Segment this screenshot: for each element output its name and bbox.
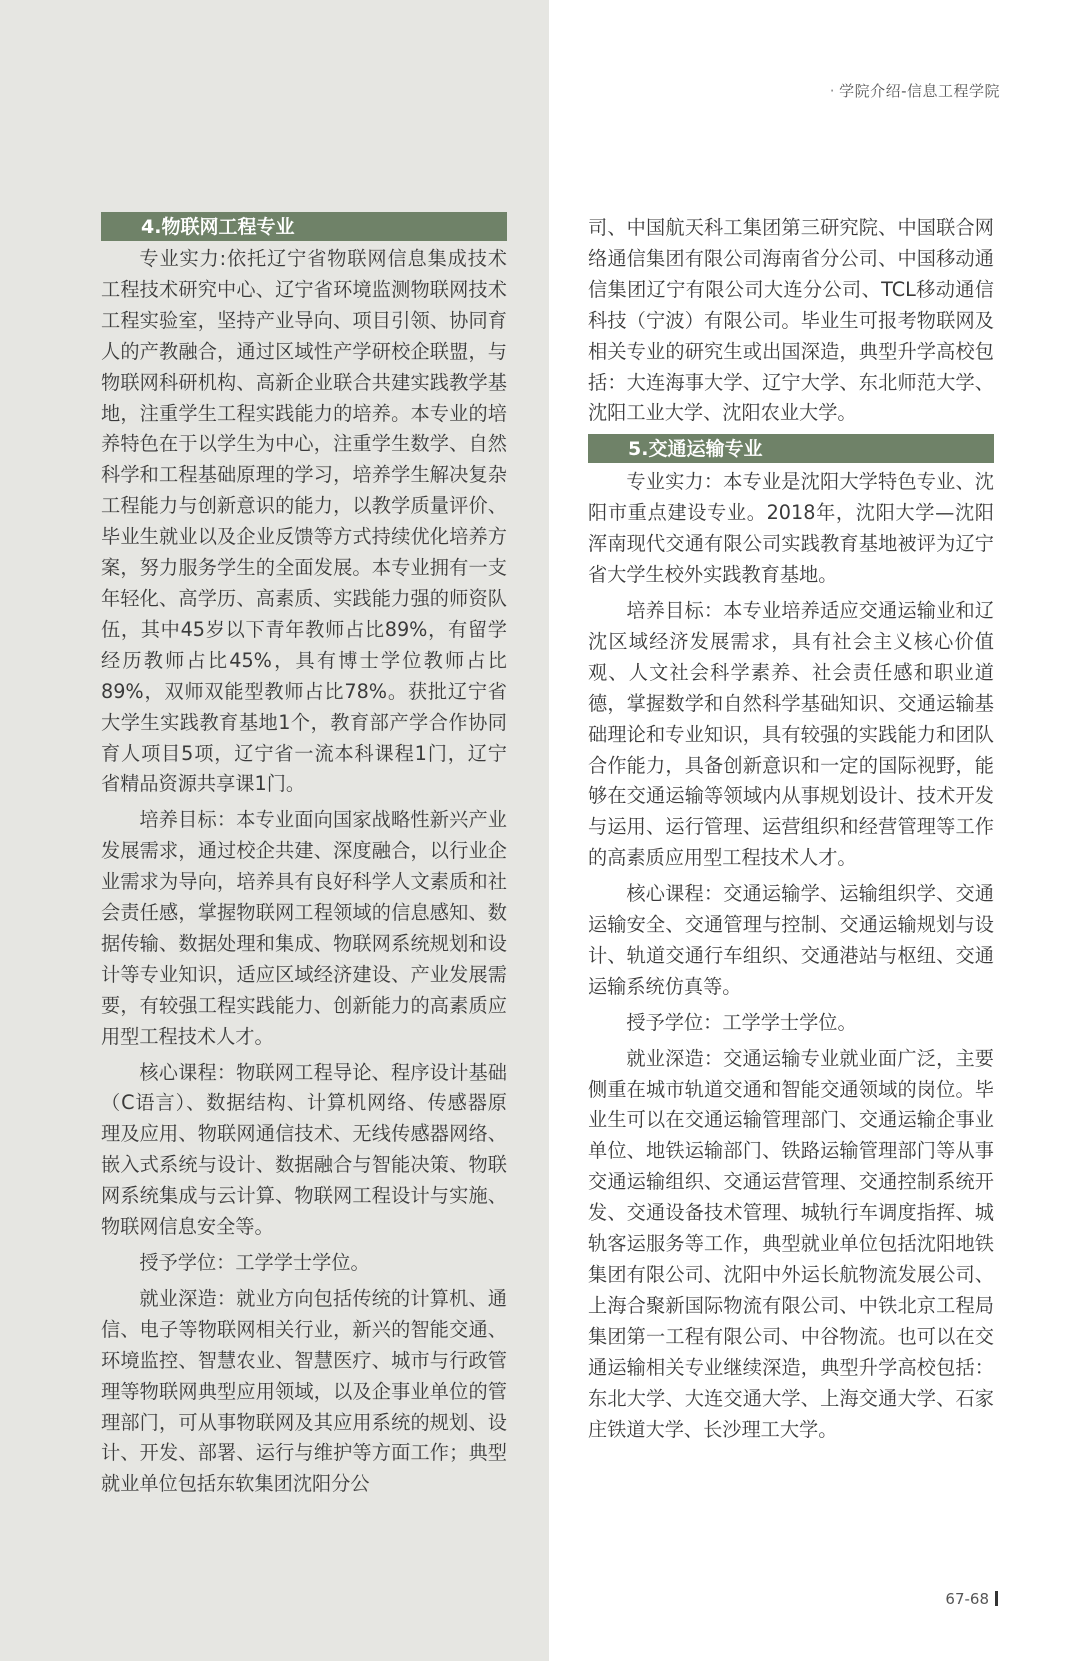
section-heading-iot: 4.物联网工程专业	[101, 212, 507, 241]
paragraph-strength: 专业实力：本专业是沈阳大学特色专业、沈阳市重点建设专业。2018年，沈阳大学—沈阳浑南现代交通有限公司实践教育基地被评为辽宁省大学生校外实践教育基地。	[588, 470, 994, 587]
left-column	[101, 212, 507, 1505]
paragraph-degree: 授予学位：工学学士学位。	[139, 1251, 370, 1274]
paragraph-core-courses: 核心课程：交通运输学、运输组织学、交通运输安全、交通管理与控制、交通运输规划与设计、轨道交通行车组织、交通港站与枢纽、交通运输系统仿真等。	[588, 882, 994, 998]
right-column	[588, 213, 994, 1450]
paragraph-employment-continued: 司、中国航天科工集团第三研究院、中国联合网络通信集团有限公司海南省分公司、中国移动通信集团辽宁有限公司大连分公司、TCL移动通信科技（宁波）有限公司。毕业生可报考物联网及相关专业的研究生或出国深造，典型升学高校包括：大连海事大学、辽宁大学、东北师范大学、沈阳工业大学、沈阳农业大学。	[588, 216, 994, 425]
paragraph-employment: 就业深造：就业方向包括传统的计算机、通信、电子等物联网相关行业，新兴的智能交通、环境监控、智慧农业、智慧医疗、城市与行政管理等物联网典型应用领域，以及企事业单位的管理部门，可从事物联网及其应用系统的规划、设计、开发、部署、运行与维护等方面工作；典型就业单位包括东软集团沈阳分公	[101, 1286, 507, 1496]
paragraph-employment: 就业深造：交通运输专业就业面广泛，主要侧重在城市轨道交通和智能交通领域的岗位。毕业生可以在交通运输管理部门、交通运输企事业单位、地铁运输部门、铁路运输管理部门等从事交通运输组织、交通运营管理、交通控制系统开发、交通设备技术管理、城轨行车调度指挥、城轨客运服务等工作，典型就业单位包括沈阳地铁集团有限公司、沈阳中外运长航物流发展公司、上海合聚新国际物流有限公司、中铁北京工程局集团第一工程有限公司、中谷物流。也可以在交通运输相关专业继续深造，典型升学高校包括：东北大学、大连交通大学、上海交通大学、石家庄铁道大学、长沙理工大学。	[588, 1046, 994, 1441]
page-number-text: 67-68	[945, 1590, 989, 1608]
paragraph-strength: 专业实力:依托辽宁省物联网信息集成技术工程技术研究中心、辽宁省环境监测物联网技术工程实验室，坚持产业导向、项目引领、协同育人的产教融合，通过区域性产学研校企联盟，与物联网科研机构、高新企业联合共建实践教学基地，注重学生工程实践能力的培养。本专业的培养特色在于以学生为中心，注重学生数学、自然科学和工程基础原理的学习，培养学生解决复杂工程能力与创新意识的能力，以教学质量评价、毕业生就业以及企业反馈等方式持续优化培养方案，努力服务学生的全面发展。本专业拥有一支年轻化、高学历、高素质、实践能力强的师资队伍，其中45岁以下青年教师占比89%，有留学经历教师占比45%，具有博士学位教师占比89%，双师双能型教师占比78%。获批辽宁省大学生实践教育基地1个，教育部产学合作协同育人项目5项，辽宁省一流本科课程1门，辽宁省精品资源共享课1门。	[101, 247, 507, 796]
header-bullet: ·	[829, 82, 836, 100]
paragraph-degree: 授予学位：工学学士学位。	[626, 1010, 857, 1034]
header-section-label: 学院介绍-信息工程学院	[839, 82, 1000, 100]
page-number-bar	[995, 1591, 998, 1606]
paragraph-goal: 培养目标：本专业面向国家战略性新兴产业发展需求，通过校企共建、深度融合，以行业企业需求为导向，培养具有良好科学人文素质和社会责任感，掌握物联网工程领域的信息感知、数据传输、数据处理和集成、物联网系统规划和设计等专业知识，适应区域经济建设、产业发展需要，有较强工程实践能力、创新能力的高素质应用型工程技术人才。	[101, 808, 507, 1048]
running-header	[830, 80, 1000, 101]
paragraph-core-courses: 核心课程：物联网工程导论、程序设计基础（C语言）、数据结构、计算机网络、传感器原理及应用、物联网通信技术、无线传感器网络、嵌入式系统与设计、数据融合与智能决策、物联网系统集成与云计算、物联网工程设计与实施、物联网信息安全等。	[101, 1060, 507, 1239]
page-number	[945, 1590, 998, 1608]
paragraph-goal: 培养目标：本专业培养适应交通运输业和辽沈区域经济发展需求，具有社会主义核心价值观、人文社会科学素养、社会责任感和职业道德，掌握数学和自然科学基础知识、交通运输基础理论和专业知识，具有较强的实践能力和团队合作能力，具备创新意识和一定的国际视野，能够在交通运输等领域内从事规划设计、技术开发与运用、运行管理、运营组织和经营管理等工作的高素质应用型工程技术人才。	[588, 598, 994, 870]
section-heading-transport: 5.交通运输专业	[588, 434, 994, 463]
